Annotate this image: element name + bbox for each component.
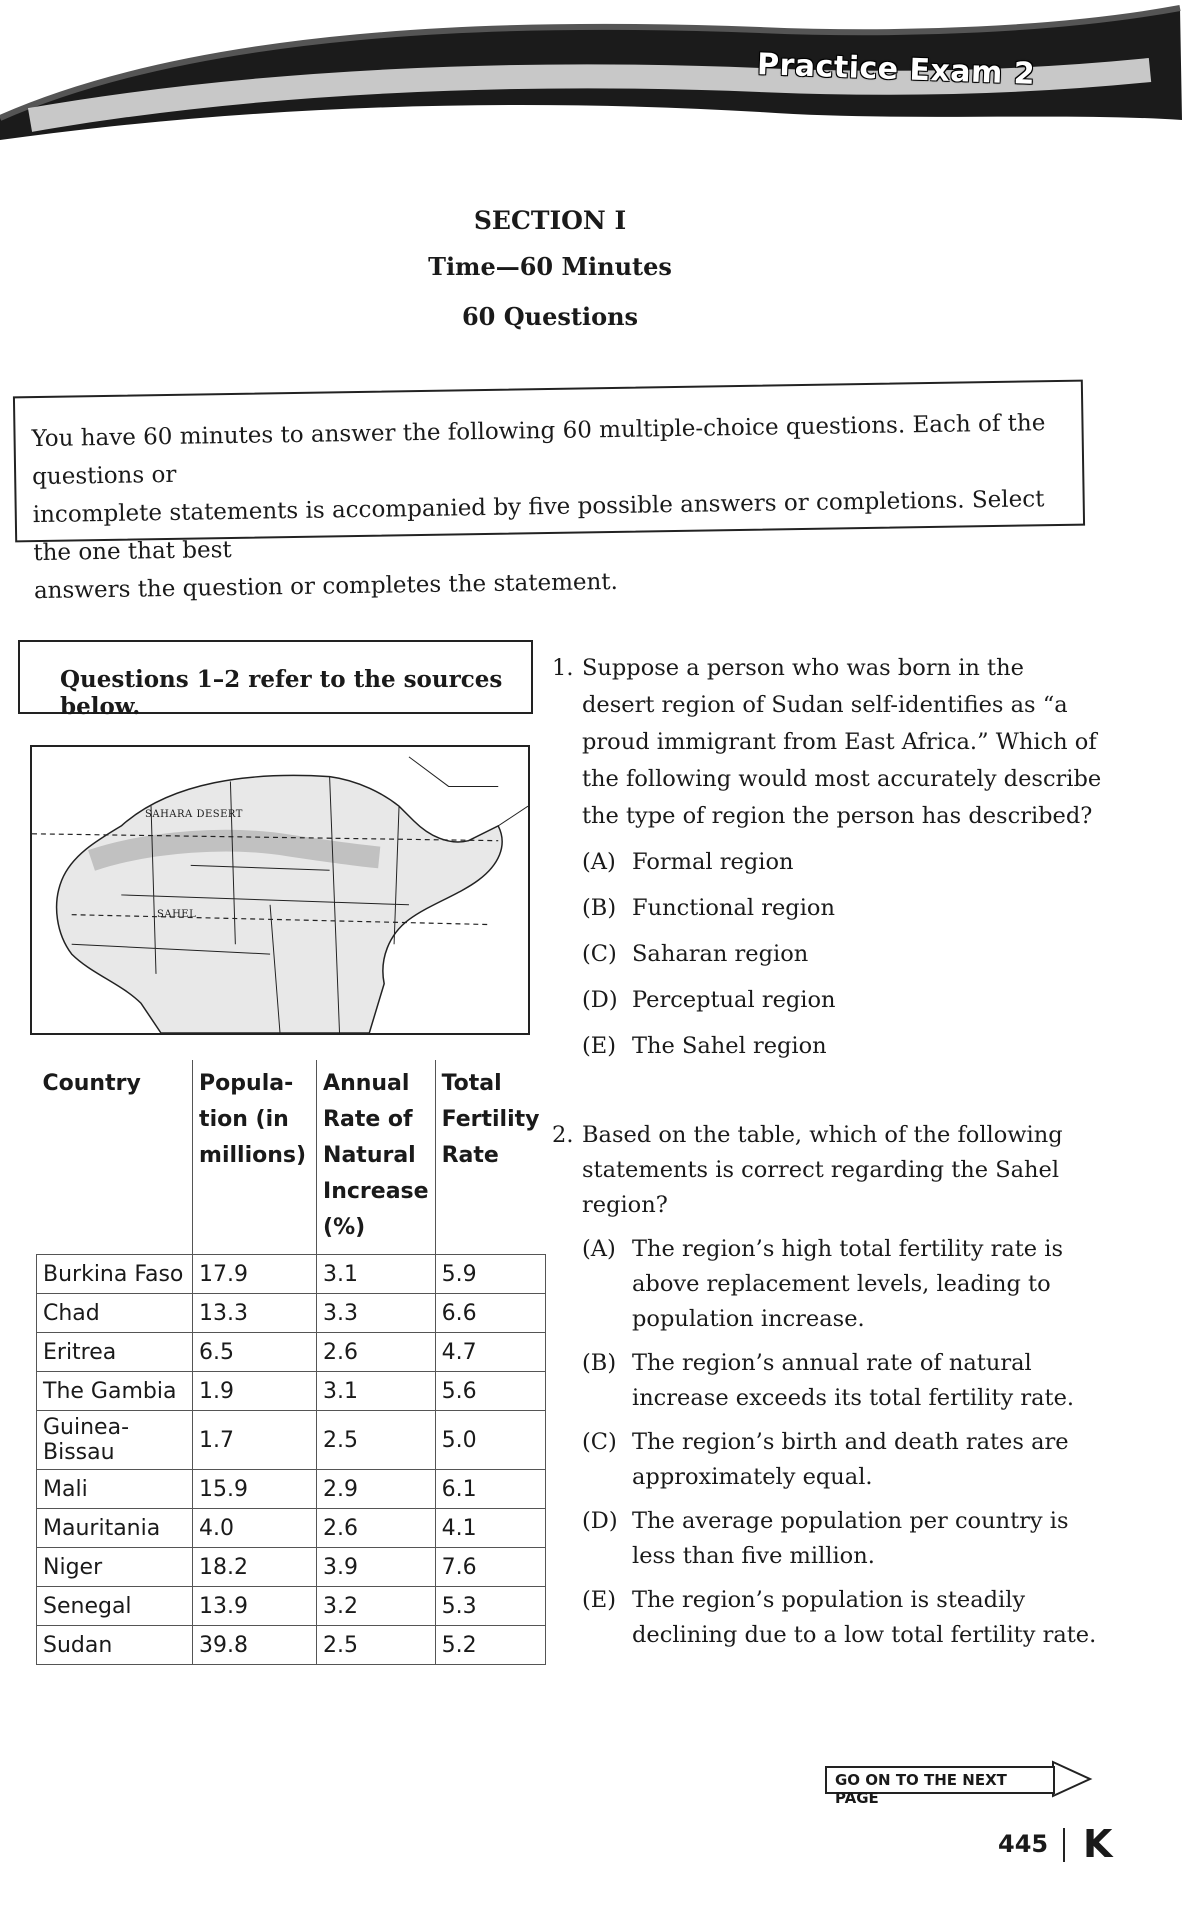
cell-natural-increase: 3.9 — [317, 1548, 436, 1587]
table-row — [37, 1470, 546, 1509]
cell-population: 13.3 — [193, 1294, 317, 1333]
cell-country: Chad — [37, 1294, 193, 1333]
cell-population: 18.2 — [193, 1548, 317, 1587]
header-natural-increase: Annual Rate of Natural Increase (%) — [317, 1060, 436, 1255]
cell-fertility-rate: 6.6 — [435, 1294, 545, 1333]
answer-option[interactable] — [582, 936, 1102, 973]
option-text: Saharan region — [632, 941, 809, 967]
cell-natural-increase: 3.1 — [317, 1255, 436, 1294]
cell-natural-increase: 3.2 — [317, 1587, 436, 1626]
section-title: SECTION I — [473, 206, 627, 235]
table-row — [37, 1372, 546, 1411]
cell-country: Mauritania — [37, 1509, 193, 1548]
cell-fertility-rate: 7.6 — [435, 1548, 545, 1587]
header-country: Country — [37, 1060, 193, 1255]
option-letter: (D) — [582, 987, 618, 1013]
table-row — [37, 1294, 546, 1333]
cell-country: Mali — [37, 1470, 193, 1509]
answer-option[interactable] — [582, 1583, 1102, 1653]
cell-country: Eritrea — [37, 1333, 193, 1372]
option-text: Perceptual region — [632, 987, 836, 1013]
cell-population: 1.7 — [193, 1411, 317, 1470]
question-stem: Based on the table, which of the following statements is correct regarding the Sahel region? — [582, 1122, 1063, 1218]
question-stem: Suppose a person who was born in the desert region of Sudan self-identifies as “a proud immigrant from East Africa.” Which of the following would most accurately describe the type of region the person has described? — [582, 655, 1102, 829]
option-text: The region’s birth and death rates are approximately equal. — [632, 1429, 1069, 1490]
option-text: The average population per country is less than five million. — [632, 1508, 1069, 1569]
header-banner — [0, 0, 1200, 140]
option-text: The Sahel region — [632, 1033, 827, 1059]
footer-divider — [1063, 1828, 1065, 1862]
table-row — [37, 1626, 546, 1665]
section-question-count: 60 Questions — [461, 302, 639, 331]
option-letter: (C) — [582, 1429, 617, 1455]
table-row — [37, 1333, 546, 1372]
publisher-logo: K — [1083, 1822, 1113, 1866]
option-text: Formal region — [632, 849, 794, 875]
cell-fertility-rate: 5.6 — [435, 1372, 545, 1411]
cell-fertility-rate: 4.1 — [435, 1509, 545, 1548]
cell-natural-increase: 2.6 — [317, 1333, 436, 1372]
cell-natural-increase: 3.3 — [317, 1294, 436, 1333]
sources-heading: Questions 1–2 refer to the sources below. — [18, 640, 533, 714]
cell-country: The Gambia — [37, 1372, 193, 1411]
option-text: The region’s high total fertility rate is above replacement levels, leading to population increase. — [632, 1236, 1064, 1332]
cell-natural-increase: 2.5 — [317, 1411, 436, 1470]
header-fertility-rate: Total Fertility Rate — [435, 1060, 545, 1255]
cell-fertility-rate: 4.7 — [435, 1333, 545, 1372]
option-letter: (A) — [582, 849, 616, 875]
question-2 — [552, 1118, 1102, 1653]
cell-fertility-rate: 5.2 — [435, 1626, 545, 1665]
answer-option[interactable] — [582, 1346, 1102, 1416]
cell-population: 1.9 — [193, 1372, 317, 1411]
option-letter: (E) — [582, 1587, 616, 1613]
table-row — [37, 1255, 546, 1294]
sahel-data-table — [36, 1060, 546, 1665]
answer-option[interactable] — [582, 1504, 1102, 1574]
map-label-sahara: SAHARA DESERT — [145, 809, 243, 820]
answer-option[interactable] — [582, 844, 1102, 881]
table-row — [37, 1411, 546, 1470]
header-population: Popula- tion (in millions) — [193, 1060, 317, 1255]
instructions-line: incomplete statements is accompanied by five possible answers or completions. Select the one that best — [32, 486, 1045, 567]
answer-option[interactable] — [582, 982, 1102, 1019]
cell-fertility-rate: 6.1 — [435, 1470, 545, 1509]
cell-country: Burkina Faso — [37, 1255, 193, 1294]
map-graphic — [32, 747, 528, 1033]
next-page-indicator[interactable] — [825, 1758, 1095, 1807]
cell-population: 17.9 — [193, 1255, 317, 1294]
cell-country: Niger — [37, 1548, 193, 1587]
answer-option[interactable] — [582, 1028, 1102, 1065]
table-body — [37, 1255, 546, 1665]
cell-natural-increase: 2.5 — [317, 1626, 436, 1665]
option-letter: (D) — [582, 1508, 618, 1534]
cell-fertility-rate: 5.3 — [435, 1587, 545, 1626]
option-letter: (C) — [582, 941, 617, 967]
cell-population: 39.8 — [193, 1626, 317, 1665]
question-number: 2. — [552, 1122, 574, 1148]
option-letter: (B) — [582, 895, 617, 921]
page-number: 445 — [998, 1830, 1049, 1858]
africa-map — [30, 745, 530, 1035]
cell-population: 6.5 — [193, 1333, 317, 1372]
cell-country: Sudan — [37, 1626, 193, 1665]
option-text: The region’s annual rate of natural increase exceeds its total fertility rate. — [632, 1350, 1075, 1411]
option-letter: (B) — [582, 1350, 617, 1376]
question-number: 1. — [552, 655, 574, 681]
cell-natural-increase: 3.1 — [317, 1372, 436, 1411]
table-header-row — [37, 1060, 546, 1255]
next-page-label: GO ON TO THE NEXT PAGE — [825, 1766, 1055, 1794]
answer-option[interactable] — [582, 890, 1102, 927]
cell-natural-increase: 2.6 — [317, 1509, 436, 1548]
cell-population: 15.9 — [193, 1470, 317, 1509]
table-row — [37, 1548, 546, 1587]
option-text: Functional region — [632, 895, 835, 921]
option-letter: (A) — [582, 1236, 616, 1262]
instructions-line: You have 60 minutes to answer the following 60 multiple-choice questions. Each of the questions or — [31, 410, 1046, 491]
answer-option[interactable] — [582, 1232, 1102, 1337]
cell-population: 13.9 — [193, 1587, 317, 1626]
question-1 — [552, 650, 1102, 1065]
banner-title: Practice Exam 2 — [756, 47, 1036, 92]
option-letter: (E) — [582, 1033, 616, 1059]
cell-population: 4.0 — [193, 1509, 317, 1548]
table-row — [37, 1509, 546, 1548]
cell-fertility-rate: 5.9 — [435, 1255, 545, 1294]
table-row — [37, 1587, 546, 1626]
instructions-box — [13, 380, 1085, 605]
section-time: Time—60 Minutes — [428, 252, 672, 281]
cell-fertility-rate: 5.0 — [435, 1411, 545, 1470]
answer-option[interactable] — [582, 1425, 1102, 1495]
instructions-line: answers the question or completes the statement. — [33, 568, 619, 605]
cell-natural-increase: 2.9 — [317, 1470, 436, 1509]
cell-country: Guinea-Bissau — [37, 1411, 193, 1470]
map-label-sahel: SAHEL — [157, 909, 197, 920]
option-text: The region’s population is steadily declining due to a low total fertility rate. — [632, 1587, 1097, 1648]
cell-country: Senegal — [37, 1587, 193, 1626]
